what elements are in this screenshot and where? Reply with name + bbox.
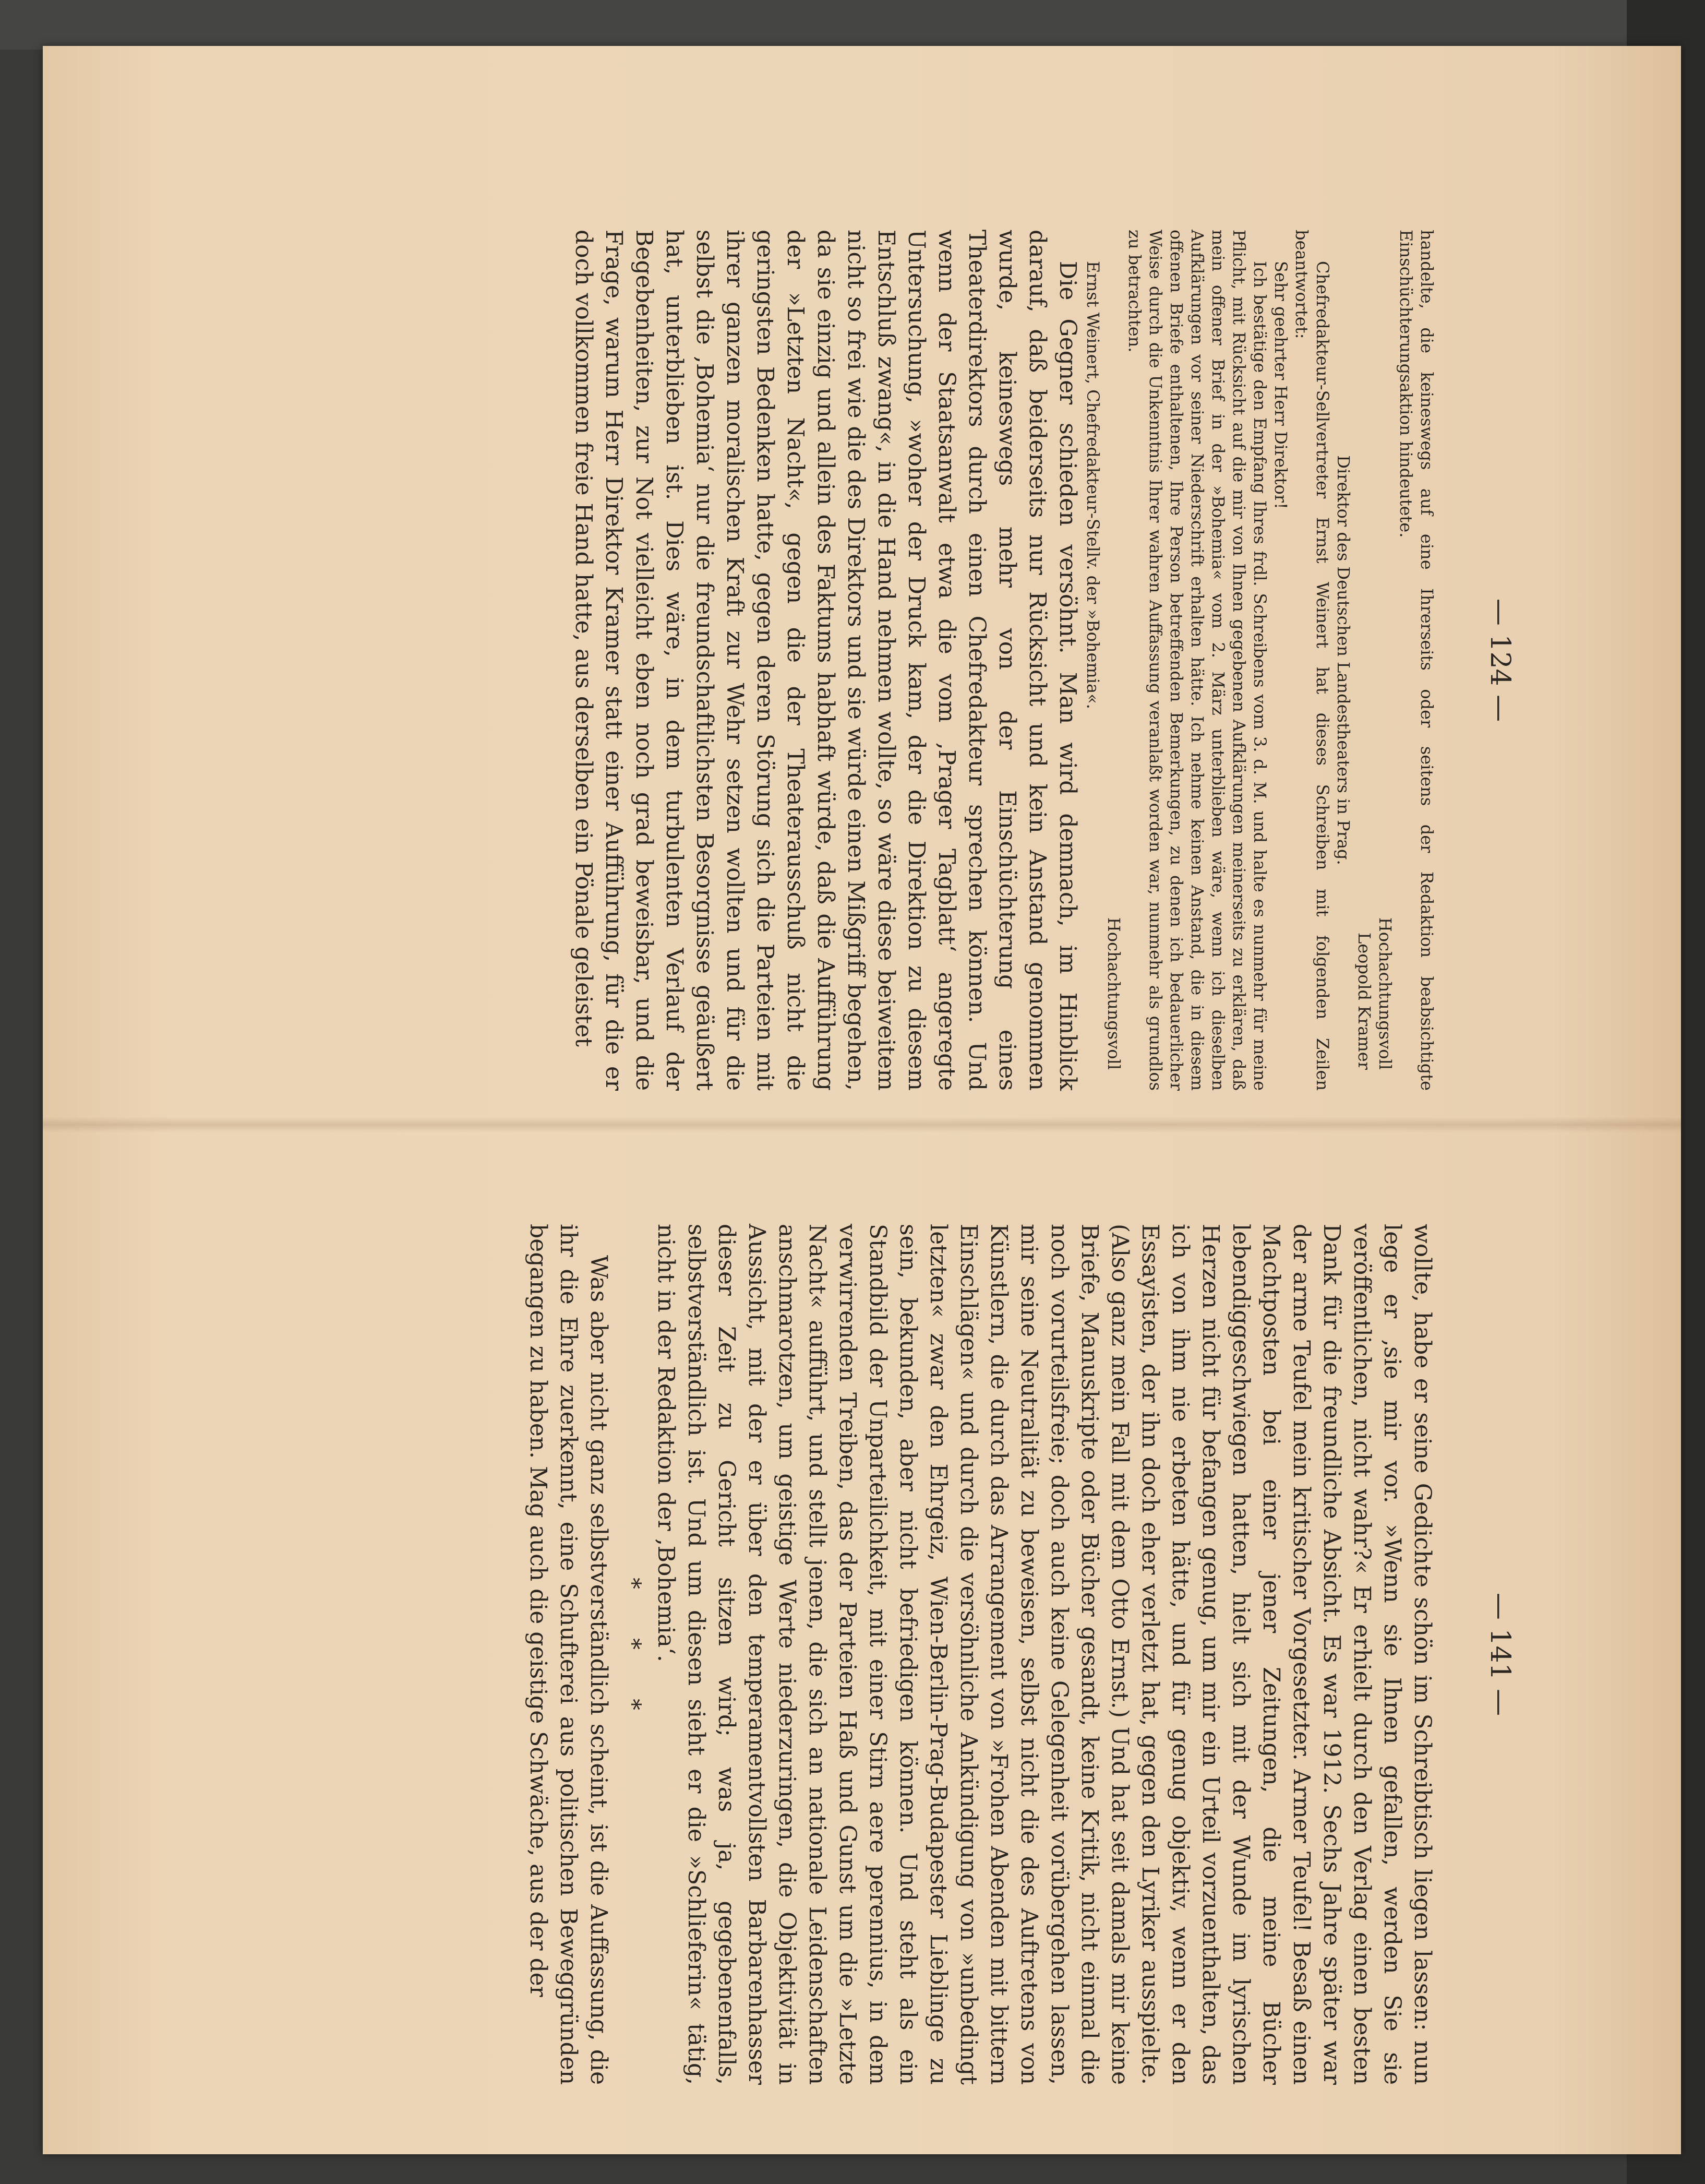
page-body xyxy=(523,1224,1437,2085)
section-divider: * * * xyxy=(619,1578,645,1731)
scanner-background-top xyxy=(0,0,1705,50)
paragraph: Ernst Weinert, Chefredakteur-Stellv. der »Bohemia«. xyxy=(1083,261,1103,709)
page-number: — 141 — xyxy=(1484,1592,1516,1716)
paragraph: Direktor des Deutschen Landestheaters in Prag. xyxy=(1334,455,1353,865)
paragraph: Sehr geehrter Herr Direktor! xyxy=(1271,261,1291,509)
paragraph: Chefredakteur-Sellvertreter Ernst Weinert hat dieses Schreiben mit folgenden Zeilen beantwortet: xyxy=(1292,230,1332,1091)
paragraph: handelte, die keineswegs auf eine Ihrerseits oder seitens der Redaktion beabsichtigte Einschüchterungsaktion hindeutete. xyxy=(1396,230,1437,1091)
page-number: — 124 — xyxy=(1484,598,1516,722)
paragraph: Was aber nicht ganz selbstverständlich scheint, ist die Auffassung, die ihr die Ehre zuerkennt, eine Schufterei aus politischen Beweggründen begangen zu haben. Mag auch die geistige Schwäche, aus der der xyxy=(525,1224,612,2085)
paragraph: Hochachtungsvoll xyxy=(1104,917,1124,1070)
page-body xyxy=(568,230,1437,1091)
paragraph: Ich bestätige den Empfang Ihres frdl. Schreibens vom 3. d. M. und halte es nunmehr für meine Pflicht, mit Rücksicht auf die mir von Ihnen gegebenen Aufklärungen meinerseits zu erklären, daß mein offener Brief in der »Bohemia« vom 2. März unterblieben wäre, wenn ich dieselben Aufklärungen vor seiner Niederschrift erhalten hätte. Ich nehme keinen Anstand, die in diesem offenen Briefe enthaltenen, Ihre Person betreffenden Bemerkungen, zu denen ich bedauerlicher Weise durch die Unkenntnis Ihrer wahren Auffassung veranlaßt worden war, nunmehr als grundlos zu betrachten. xyxy=(1125,230,1270,1091)
page-fold xyxy=(43,1117,1681,1132)
paragraph: Leopold Kramer xyxy=(1354,933,1374,1070)
paragraph: Die Gegner schieden versöhnt. Man wird demnach, im Hinblick darauf, daß beiderseits nur Rücksicht und kein Anstand genommen wurde, keineswegs mehr von der Einschüchterung eines Theaterdirektors durch einen Chefredakteur sprechen können. Und wenn der Staatsanwalt etwa die vom ‚Prager Tagblatt‘ angeregte Untersuchung, »woher der Druck kam, der die Direktion zu diesem Entschluß zwang«, in die Hand nehmen wollte, so wäre diese beiweitem nicht so frei wie die des Direktors und sie würde einen Mißgriff begehen, da sie einzig und allein des Faktums habhaft würde, daß die Aufführung der »Letzten Nacht«, gegen die der Theaterausschuß nicht die geringsten Bedenken hatte, gegen deren Störung sich die Parteien mit ihrer ganzen moralischen Kraft zur Wehr setzen wollten und für die selbst die ‚Bohemia‘ nur die freundschaftlichsten Besorgnisse geäußert hat, unterblieben ist. Dies wäre, in dem turbulenten Verlauf der Begebenheiten, zur Not vielleicht eben noch grad beweisbar, und die Frage, warum Herr Direktor Kramer statt einer Aufführung, für die er doch vollkommen freie Hand hatte, aus derselben ein Pönale geleistet xyxy=(570,230,1081,1091)
paragraph: Hochachtungsvoll xyxy=(1375,917,1395,1070)
paragraph: wollte, habe er seine Gedichte schön im Schreibtisch liegen lassen: nun lege er ‚sie mir vor. »Wenn sie Ihnen gefallen, werden Sie sie veröffentlichen, nicht wahr?« Er erhielt durch den Verlag einen besten Dank für die freundliche Absicht. Es war 1912. Sechs Jahre später war der arme Teufel mein kritischer Vorgesetzter. Armer Teufel! Besaß einen Machtposten bei einer jener Zeitungen, die meine Bücher lebendiggeschwiegen hatten, hielt sich mit der Wunde im lyrischen Herzen nicht für befangen genug, um mir ein Urteil vorzuenthalten, das ich von ihm nie erbeten hätte, und für genug objektiv, wenn er den Essayisten, der ihn doch eher verletzt hat, gegen den Lyriker ausspielte. (Also ganz mein Fall mit dem Otto Ernst.) Und hat seit damals mir keine Briefe, Manuskripte oder Bücher gesandt, keine Kritik, nicht einmal die noch vorurteilsfreie; doch auch keine Gelegenheit vorübergehen lassen, mir seine Neutralität zu beweisen, selbst nicht die des Auftretens von Künstlern, die durch das Arrangement von »Frohen Abenden mit bittern Einschlägen« und durch die versöhnliche Ankündigung von »unbedingt letzten« zwar den Ehrgeiz, Wien-Berlin-Prag-Budapester Lieblinge zu sein, bekunden, aber nicht befriedigen können. Und steht als ein Standbild der Unparteilichkeit, mit einer Stirn aere perennius, in dem verwirrenden Treiben, das der Parteien Haß und Gunst um die »Letzte Nacht« aufführt, und stellt jenen, die sich an nationale Leidenschaften anschmarotzen, um geistige Werte niederzuringen, die Objektivität in Aussicht, mit der er über den temperamentvollsten Barbarenhasser dieser Zeit zu Gericht sitzen wird; was ja, gegebenenfalls, selbstverständlich ist. Und um diesen sieht er die »Schlieferin« tätig, nicht in der Redaktion der ‚Bohemia‘. xyxy=(653,1224,1436,2085)
